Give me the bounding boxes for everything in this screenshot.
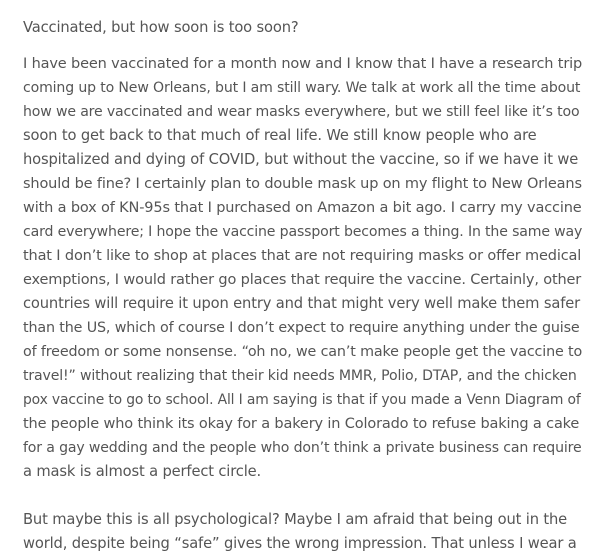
post-paragraph-2 (23, 508, 583, 556)
post-title: Vaccinated, but how soon is too soon? (23, 19, 299, 36)
paragraph-line: travel!” without realizing that their kid needs MMR, Polio, DTAP, and the chicken (23, 368, 577, 384)
paragraph-line: of freedom or some nonsense. “oh no, we can’t make people get the vaccine to (23, 344, 583, 360)
paragraph-line: for a gay wedding and the people who don’t think a private business can require (23, 440, 582, 456)
paragraph-line: But maybe this is all psychological? Maybe I am afraid that being out in the (23, 511, 568, 528)
post-paragraph-1 (23, 52, 583, 484)
paragraph-line: exemptions, I would rather go places that require the vaccine. Certainly, other (23, 272, 582, 288)
paragraph-line: soon to get back to that much of real life. We still know people who are (23, 127, 537, 144)
paragraph-line: world, despite being “safe” gives the wrong impression. That unless I wear a (23, 535, 577, 552)
paragraph-line: should be fine? I certainly plan to double mask up on my flight to New Orleans (23, 176, 582, 192)
paragraph-line: than the US, which of course I don’t expect to require anything under the guise (23, 320, 580, 336)
paragraph-line: countries will require it upon entry and that might very well make them safer (23, 295, 581, 312)
blog-post (23, 12, 583, 556)
paragraph-line: I have been vaccinated for a month now and I know that I have a research trip (23, 56, 583, 72)
paragraph-line: that I don’t like to shop at places that are not requiring masks or offer medical (23, 248, 582, 264)
paragraph-line: with a box of KN-95s that I purchased on Amazon a bit ago. I carry my vaccine (23, 200, 582, 216)
paragraph-line: a mask is almost a perfect circle. (23, 463, 262, 480)
paragraph-line: hospitalized and dying of COVID, but without the vaccine, so if we have it we (23, 151, 579, 168)
paragraph-line: the people who think its okay for a bakery in Colorado to refuse baking a cake (23, 416, 580, 432)
paragraph-line: pox vaccine to go to school. All I am saying is that if you made a Venn Diagram of (23, 392, 581, 408)
paragraph-line: coming up to New Orleans, but I am still wary. We talk at work all the time about (23, 80, 581, 96)
paragraph-line: card everywhere; I hope the vaccine passport becomes a thing. In the same way (23, 224, 583, 240)
paragraph-line: how we are vaccinated and wear masks everywhere, but we still feel like it’s too (23, 104, 580, 120)
